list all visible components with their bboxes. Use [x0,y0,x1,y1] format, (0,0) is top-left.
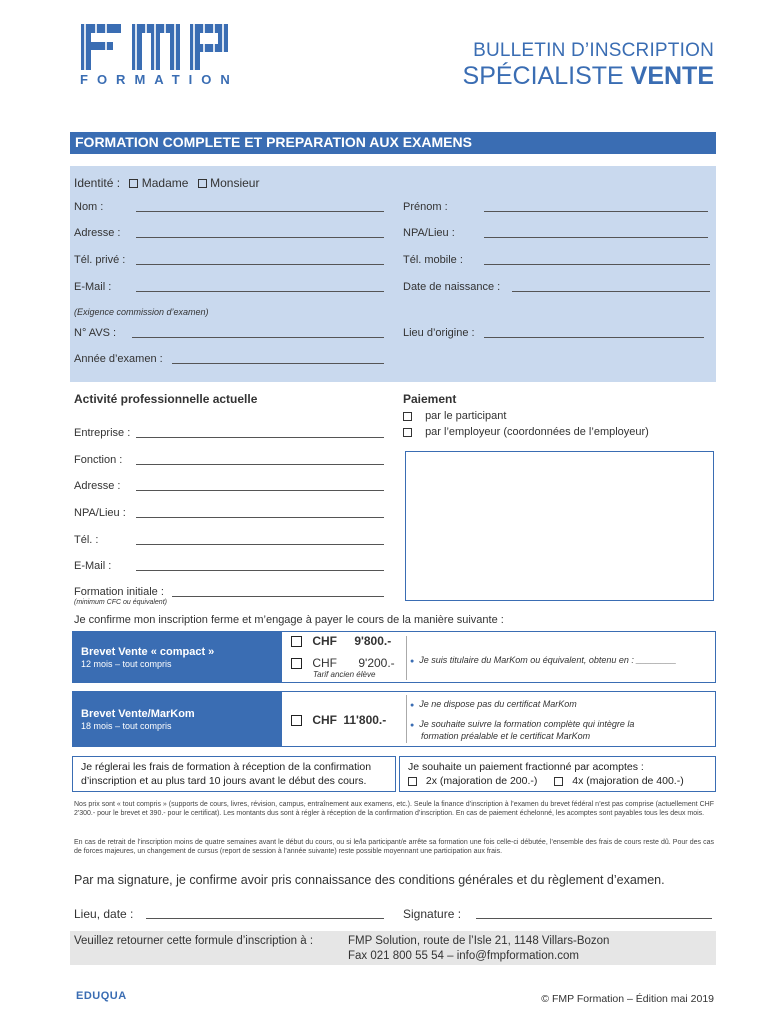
course-compact-title: Brevet Vente « compact » [81,646,215,658]
monsieur-label: Monsieur [210,176,260,190]
entreprise-label: Entreprise : [74,427,131,439]
paiement-opt-employeur [403,426,649,438]
nom-field[interactable] [136,211,384,212]
markom-price-cur: CHF [312,713,338,727]
title-line-1: BULLETIN D’INSCRIPTION [473,40,714,61]
fonction-field[interactable] [136,464,384,465]
act-npa-field[interactable] [136,517,384,518]
prenom-label: Prénom : [403,201,448,213]
act-tel-field[interactable] [136,544,384,545]
markom-divider [406,695,407,743]
act-npa-label: NPA/Lieu : [74,507,126,519]
avs-label: N° AVS : [74,327,117,339]
participant-label: par le participant [425,410,507,422]
prenom-field[interactable] [484,211,708,212]
confirm-text: Je confirme mon inscription ferme et m’engage à payer le cours de la manière suivante : [74,614,504,626]
paiement-title: Paiement [403,392,457,406]
course-markom-header [72,691,282,747]
participant-checkbox[interactable] [403,412,412,421]
act-email-field[interactable] [136,570,384,571]
title-line-2 [463,62,714,91]
course-compact-header [72,631,282,683]
compact-price-cur: CHF [312,634,338,648]
tel-mobile-label: Tél. mobile : [403,254,463,266]
title-vente: VENTE [630,62,714,90]
eduqua-logo [76,990,127,1002]
frais-left-line1: Je réglerai les frais de formation à réception de la confirmation [81,761,372,773]
fine-print-retrait: En cas de retrait de l’inscription moins de quatre semaines avant le début du cours, ou si le/la participant/e arrête sa formation une fois celle-ci débutée, l’ensemble des frais de cours reste dû. Pour des cas de forces majeures, un changement de cursus (report de session à l’année suivante) reste possible moyennant une participation aux frais. [74,839,714,855]
eduqua-text: EDUQUA [76,990,127,1002]
banner-text: FORMATION COMPLETE ET PREPARATION AUX EXAMENS [75,134,472,150]
acompte-2x-checkbox[interactable] [408,777,417,786]
identity-row [74,176,259,190]
formation-initiale-field[interactable] [172,596,384,597]
npa-field[interactable] [484,237,708,238]
act-adresse-label: Adresse : [74,480,121,492]
tarif-ancien-note: Tarif ancien élève [313,670,376,679]
return-label: Veuillez retourner cette formule d’inscription à : [74,935,314,947]
monsieur-checkbox[interactable] [198,179,207,188]
min-cfc-note: (minimum CFC ou équivalent) [74,599,167,606]
lieu-date-field[interactable] [146,918,384,919]
compact-old-checkbox[interactable] [291,658,302,669]
email-field[interactable] [136,291,384,292]
act-tel-label: Tél. : [74,534,99,546]
markom-price-row [291,713,386,727]
course-compact-sub: 12 mois – tout compris [81,659,172,669]
act-email-label: E-Mail : [74,560,112,572]
activite-title: Activité professionnelle actuelle [74,392,258,406]
madame-label: Madame [141,176,189,190]
frais-left-box [72,756,396,792]
date-naissance-label: Date de naissance : [403,281,501,293]
acompte-4x-checkbox[interactable] [554,777,563,786]
compact-divider [406,636,407,680]
fine-print-prices: Nos prix sont « tout compris » (supports de cours, livres, révision, campus, entraînement aux examens, etc.). Seule la finance d’inscription à l’examen du brevet fédéral n’est pas comprise (actuellement CHF 2'300.- pour le brevet et 390.- pour le certificat). Les montants dus sont à régler à réception de la confirmation d’inscription. En cas de paiement échelonné, les acomptes sont payables tous les deux mois. [74,801,714,817]
acompte-4x-label: 4x (majoration de 400.-) [572,775,684,787]
act-adresse-field[interactable] [136,490,384,491]
compact-old-cur: CHF [312,656,338,670]
copyright: © FMP Formation – Édition mai 2019 [541,993,714,1005]
frais-left-line2: d’inscription et au plus tard 10 jours avant le début des cours. [81,775,367,787]
exigence-note: (Exigence commission d’examen) [74,307,209,317]
logo-formation-text: FORMATION [80,72,239,87]
adresse-field[interactable] [136,237,384,238]
compact-price-row [291,634,391,648]
tel-mobile-field[interactable] [484,264,710,265]
acompte-2x-label: 2x (majoration de 200.-) [425,775,538,787]
title-specialiste: SPÉCIALISTE [462,62,624,90]
markom-note-1: ● Je ne dispose pas du certificat MarKom [410,699,577,709]
annee-examen-label: Année d’examen : [74,353,163,365]
lieu-origine-field[interactable] [484,337,704,338]
avs-field[interactable] [132,337,384,338]
fonction-label: Fonction : [74,454,123,466]
employeur-coordinates-box[interactable] [405,451,714,601]
entreprise-field[interactable] [136,437,384,438]
acomptes-options [408,774,707,788]
formation-initiale-label: Formation initiale : [74,586,164,598]
return-address: FMP Solution, route de l’Isle 21, 1148 Villars-Bozon [348,935,610,947]
compact-price: 9'800.- [354,634,392,648]
employeur-checkbox[interactable] [403,428,412,437]
identity-label: Identité : [74,176,121,190]
npa-label: NPA/Lieu : [403,227,455,239]
page-title [463,40,714,91]
annee-examen-field[interactable] [172,363,384,364]
markom-note-2: ● Je souhaite suivre la formation complète qui intègre la [410,719,634,729]
compact-old-price: 9'200.- [358,656,395,670]
course-markom-title: Brevet Vente/MarKom [81,708,195,720]
fmp-logo [76,24,239,90]
nom-label: Nom : [74,201,104,213]
lieu-origine-label: Lieu d’origine : [403,327,475,339]
signature-label: Signature : [403,907,462,921]
course-markom-sub: 18 mois – tout compris [81,721,172,731]
date-naissance-field[interactable] [512,291,710,292]
tel-prive-field[interactable] [136,264,384,265]
frais-right-box [399,756,716,792]
return-contact: Fax 021 800 55 54 – info@fmpformation.com [348,950,579,962]
markom-note-2b: formation préalable et le certificat MarKom [421,731,591,741]
compact-price-old-row [291,656,395,670]
employeur-label: par l’employeur (coordonnées de l’employeur) [425,426,649,438]
markom-price-checkbox[interactable] [291,715,302,726]
compact-markom-note: ● Je suis titulaire du MarKom ou équivalent, obtenu en : ________ [410,655,676,665]
markom-price: 11'800.- [343,713,387,727]
signature-field[interactable] [476,918,712,919]
paiement-opt-participant [403,410,506,422]
madame-checkbox[interactable] [129,179,138,188]
adresse-label: Adresse : [74,227,121,239]
tel-prive-label: Tél. privé : [74,254,126,266]
frais-right-line1: Je souhaite un paiement fractionné par acomptes : [408,761,644,773]
fmp-logo-mark-icon [76,24,236,74]
signature-statement: Par ma signature, je confirme avoir pris connaissance des conditions générales et du règlement d’examen. [74,873,665,887]
email-label: E-Mail : [74,281,112,293]
identity-panel [70,166,716,382]
compact-price-checkbox[interactable] [291,636,302,647]
section-banner [70,132,716,154]
lieu-date-label: Lieu, date : [74,907,134,921]
